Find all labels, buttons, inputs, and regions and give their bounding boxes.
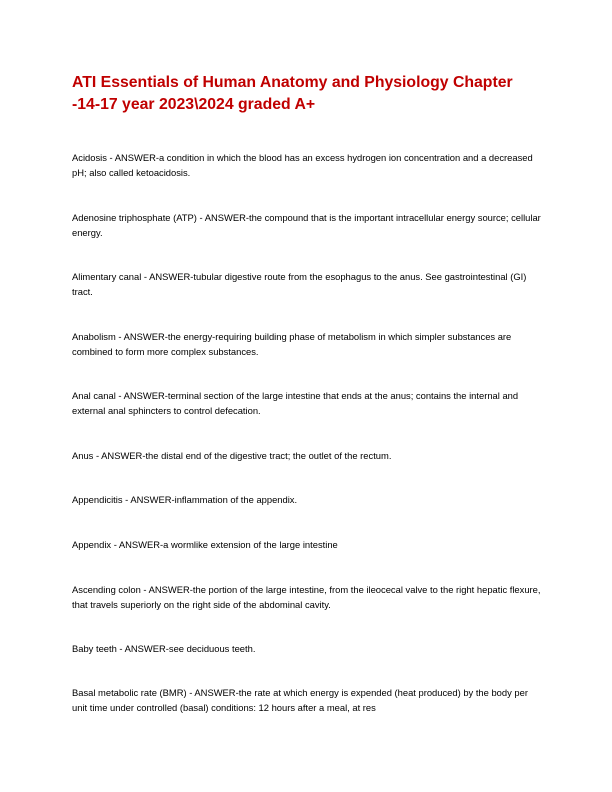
glossary-entry-appendix: Appendix - ANSWER-a wormlike extension of the large intestine xyxy=(72,539,338,550)
glossary-entry-anal-canal: Anal canal - ANSWER-terminal section of the large intestine that ends at the anus; contains the internal and external anal sphincters to control defecation. xyxy=(72,390,519,416)
glossary-entry-appendicitis: Appendicitis - ANSWER-inflammation of the appendix. xyxy=(72,494,298,505)
glossary-entry-anabolism: Anabolism - ANSWER-the energy-requiring building phase of metabolism in which simpler substances are combined to form more complex substances. xyxy=(72,331,512,357)
glossary-entry-atp: Adenosine triphosphate (ATP) - ANSWER-the compound that is the important intracellular energy source; cellular energy. xyxy=(72,212,541,238)
glossary-entry-anus: Anus - ANSWER-the distal end of the digestive tract; the outlet of the rectum. xyxy=(72,450,392,461)
glossary-entry-baby-teeth: Baby teeth - ANSWER-see deciduous teeth. xyxy=(72,643,256,654)
glossary-entry-alimentary-canal: Alimentary canal - ANSWER-tubular digestive route from the esophagus to the anus. See gastrointestinal (GI) tract. xyxy=(72,271,527,297)
glossary-entry-acidosis: Acidosis - ANSWER-a condition in which the blood has an excess hydrogen ion concentration and a decreased pH; also called ketoacidosis. xyxy=(72,152,533,178)
glossary-entry-basal-metabolic-rate: Basal metabolic rate (BMR) - ANSWER-the rate at which energy is expended (heat produced) by the body per unit time under controlled (basal) conditions: 12 hours after a meal, at res xyxy=(72,687,528,713)
glossary-entry-ascending-colon: Ascending colon - ANSWER-the portion of the large intestine, from the ileocecal valve to the right hepatic flexure, that travels superiorly on the right side of the abdominal cavity. xyxy=(72,584,541,610)
document-title: ATI Essentials of Human Anatomy and Physiology Chapter -14-17 year 2023\2024 graded A+ xyxy=(72,74,513,113)
